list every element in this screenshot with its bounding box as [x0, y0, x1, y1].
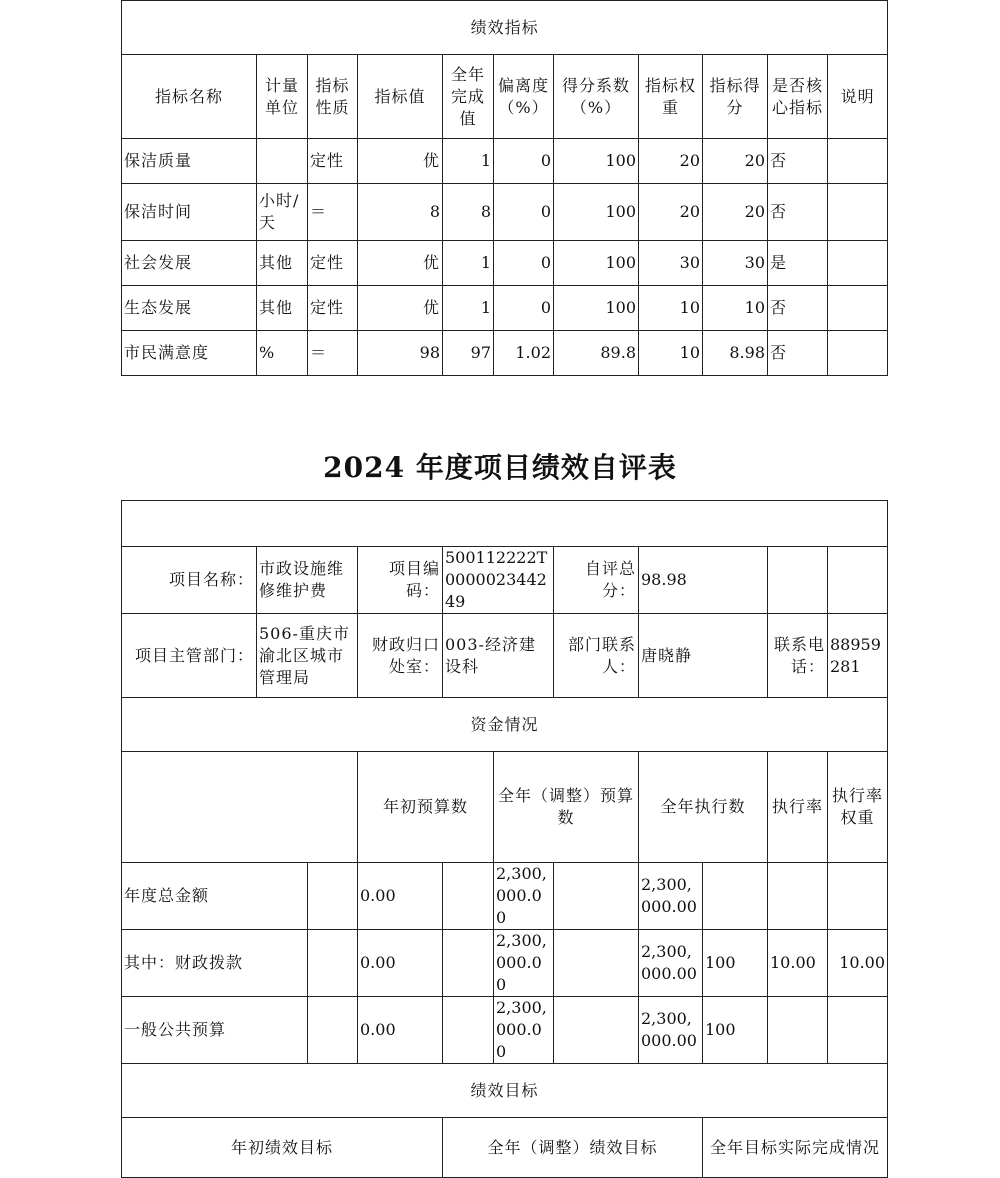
cell-exec-rate: 100 — [703, 997, 768, 1064]
cell-weight: 20 — [639, 184, 703, 241]
empty-cell — [308, 930, 358, 997]
header-score-coefficient: 得分系数（%） — [554, 55, 639, 139]
project-self-evaluation-table — [121, 500, 888, 1178]
cell-weight: 10 — [639, 331, 703, 376]
goals-section-title: 绩效目标 — [122, 1064, 888, 1118]
finance-office-label: 财政归口处室： — [358, 614, 443, 698]
cell-indicator-name: 生态发展 — [122, 286, 257, 331]
cell-score: 20 — [703, 139, 768, 184]
funds-row-label: 其中：财政拨款 — [122, 930, 308, 997]
table-row — [122, 930, 888, 997]
empty-cell — [308, 863, 358, 930]
header-target-value: 指标值 — [358, 55, 443, 139]
cell-indicator-name: 保洁质量 — [122, 139, 257, 184]
phone-label: 联系电话： — [768, 614, 828, 698]
cell-nature: 定性 — [308, 139, 358, 184]
cell-exec-rate-score — [828, 997, 888, 1064]
cell-score-coefficient: 100 — [554, 241, 639, 286]
indicator-section-title: 绩效指标 — [122, 1, 888, 55]
cell-initial-budget: 0.00 — [358, 930, 443, 997]
dept-label: 项目主管部门： — [122, 614, 257, 698]
header-adjusted-budget: 全年（调整）预算数 — [494, 752, 639, 863]
project-code-label: 项目编码： — [358, 547, 443, 614]
empty-cell — [554, 863, 639, 930]
cell-actual-value: 8 — [443, 184, 494, 241]
table-row — [122, 863, 888, 930]
cell-exec-rate: 100 — [703, 930, 768, 997]
empty-cell — [554, 930, 639, 997]
cell-indicator-name: 社会发展 — [122, 241, 257, 286]
cell-weight: 20 — [639, 139, 703, 184]
header-is-core: 是否核心指标 — [768, 55, 828, 139]
cell-score: 20 — [703, 184, 768, 241]
cell-initial-budget: 0.00 — [358, 997, 443, 1064]
cell-exec-rate-weight: 10.00 — [768, 930, 828, 997]
project-name-value: 市政设施维修维护费 — [257, 547, 358, 614]
empty-cell — [443, 863, 494, 930]
header-weight: 指标权重 — [639, 55, 703, 139]
cell-unit — [257, 139, 308, 184]
cell-initial-budget: 0.00 — [358, 863, 443, 930]
cell-adjusted-budget: 2,300,000.00 — [494, 997, 554, 1064]
blank-header-row — [122, 501, 888, 547]
cell-target-value: 优 — [358, 241, 443, 286]
funds-row-label: 年度总金额 — [122, 863, 308, 930]
cell-exec-rate-weight — [768, 863, 828, 930]
cell-deviation: 0 — [494, 241, 554, 286]
empty-cell — [828, 547, 888, 614]
funds-section-title: 资金情况 — [122, 698, 888, 752]
cell-is-core: 否 — [768, 331, 828, 376]
cell-exec-rate-score: 10.00 — [828, 930, 888, 997]
header-executed: 全年执行数 — [639, 752, 768, 863]
cell-actual-value: 97 — [443, 331, 494, 376]
cell-actual-value: 1 — [443, 286, 494, 331]
cell-actual-value: 1 — [443, 241, 494, 286]
cell-indicator-name: 保洁时间 — [122, 184, 257, 241]
header-adjusted-goal: 全年（调整）绩效目标 — [443, 1118, 703, 1178]
cell-unit: 小时/天 — [257, 184, 308, 241]
cell-is-core: 是 — [768, 241, 828, 286]
indicator-header-row — [122, 55, 888, 139]
dept-value: 506-重庆市渝北区城市管理局 — [257, 614, 358, 698]
department-info-row — [122, 614, 888, 698]
cell-remark — [828, 184, 888, 241]
cell-remark — [828, 241, 888, 286]
page-title: 2024 年度项目绩效自评表 — [323, 451, 677, 484]
table-row — [122, 997, 888, 1064]
table-row — [122, 184, 888, 241]
header-actual-completion: 全年目标实际完成情况 — [703, 1118, 888, 1178]
cell-score-coefficient: 89.8 — [554, 331, 639, 376]
cell-score: 10 — [703, 286, 768, 331]
header-remark: 说明 — [828, 55, 888, 139]
cell-is-core: 否 — [768, 286, 828, 331]
project-code-value: 500112222T000002344249 — [443, 547, 554, 614]
empty-cell — [554, 997, 639, 1064]
header-score: 指标得分 — [703, 55, 768, 139]
project-info-row — [122, 547, 888, 614]
cell-target-value: 98 — [358, 331, 443, 376]
contact-label: 部门联系人： — [554, 614, 639, 698]
cell-weight: 30 — [639, 241, 703, 286]
empty-cell — [443, 930, 494, 997]
cell-target-value: 优 — [358, 286, 443, 331]
cell-nature: 定性 — [308, 286, 358, 331]
goals-header-row — [122, 1118, 888, 1178]
header-exec-rate: 执行率 — [768, 752, 828, 863]
cell-executed: 2,300,000.00 — [639, 997, 703, 1064]
table-row — [122, 139, 888, 184]
cell-exec-rate — [703, 863, 768, 930]
cell-actual-value: 1 — [443, 139, 494, 184]
header-actual-value: 全年完成值 — [443, 55, 494, 139]
cell-score-coefficient: 100 — [554, 286, 639, 331]
table-row — [122, 331, 888, 376]
cell-unit: 其他 — [257, 241, 308, 286]
cell-unit: % — [257, 331, 308, 376]
cell-remark — [828, 331, 888, 376]
empty-cell — [443, 997, 494, 1064]
cell-score: 30 — [703, 241, 768, 286]
contact-value: 唐晓静 — [639, 614, 768, 698]
cell-deviation: 1.02 — [494, 331, 554, 376]
cell-adjusted-budget: 2,300,000.00 — [494, 930, 554, 997]
header-unit: 计量单位 — [257, 55, 308, 139]
cell-is-core: 否 — [768, 139, 828, 184]
cell-score-coefficient: 100 — [554, 184, 639, 241]
cell-nature: ＝ — [308, 184, 358, 241]
cell-nature: ＝ — [308, 331, 358, 376]
cell-is-core: 否 — [768, 184, 828, 241]
cell-remark — [828, 286, 888, 331]
cell-target-value: 8 — [358, 184, 443, 241]
self-score-label: 自评总分： — [554, 547, 639, 614]
empty-cell — [122, 752, 358, 863]
header-initial-budget: 年初预算数 — [358, 752, 494, 863]
empty-cell — [308, 997, 358, 1064]
header-deviation: 偏离度（%） — [494, 55, 554, 139]
cell-weight: 10 — [639, 286, 703, 331]
header-exec-rate-weight: 执行率权重 — [828, 752, 888, 863]
performance-indicator-table — [121, 0, 888, 376]
project-name-label: 项目名称： — [122, 547, 257, 614]
finance-office-value: 003-经济建设科 — [443, 614, 554, 698]
cell-exec-rate-weight — [768, 997, 828, 1064]
funds-header-row — [122, 752, 888, 863]
header-initial-goal: 年初绩效目标 — [122, 1118, 443, 1178]
cell-unit: 其他 — [257, 286, 308, 331]
cell-nature: 定性 — [308, 241, 358, 286]
empty-cell — [768, 547, 828, 614]
cell-remark — [828, 139, 888, 184]
funds-row-label: 一般公共预算 — [122, 997, 308, 1064]
cell-score: 8.98 — [703, 331, 768, 376]
cell-deviation: 0 — [494, 184, 554, 241]
cell-exec-rate-score — [828, 863, 888, 930]
cell-target-value: 优 — [358, 139, 443, 184]
table-row — [122, 241, 888, 286]
phone-value: 88959281 — [828, 614, 888, 698]
table-row — [122, 286, 888, 331]
cell-executed: 2,300,000.00 — [639, 930, 703, 997]
header-indicator-name: 指标名称 — [122, 55, 257, 139]
cell-executed: 2,300,000.00 — [639, 863, 703, 930]
header-nature: 指标性质 — [308, 55, 358, 139]
cell-score-coefficient: 100 — [554, 139, 639, 184]
cell-adjusted-budget: 2,300,000.00 — [494, 863, 554, 930]
cell-deviation: 0 — [494, 139, 554, 184]
self-score-value: 98.98 — [639, 547, 768, 614]
cell-deviation: 0 — [494, 286, 554, 331]
cell-indicator-name: 市民满意度 — [122, 331, 257, 376]
